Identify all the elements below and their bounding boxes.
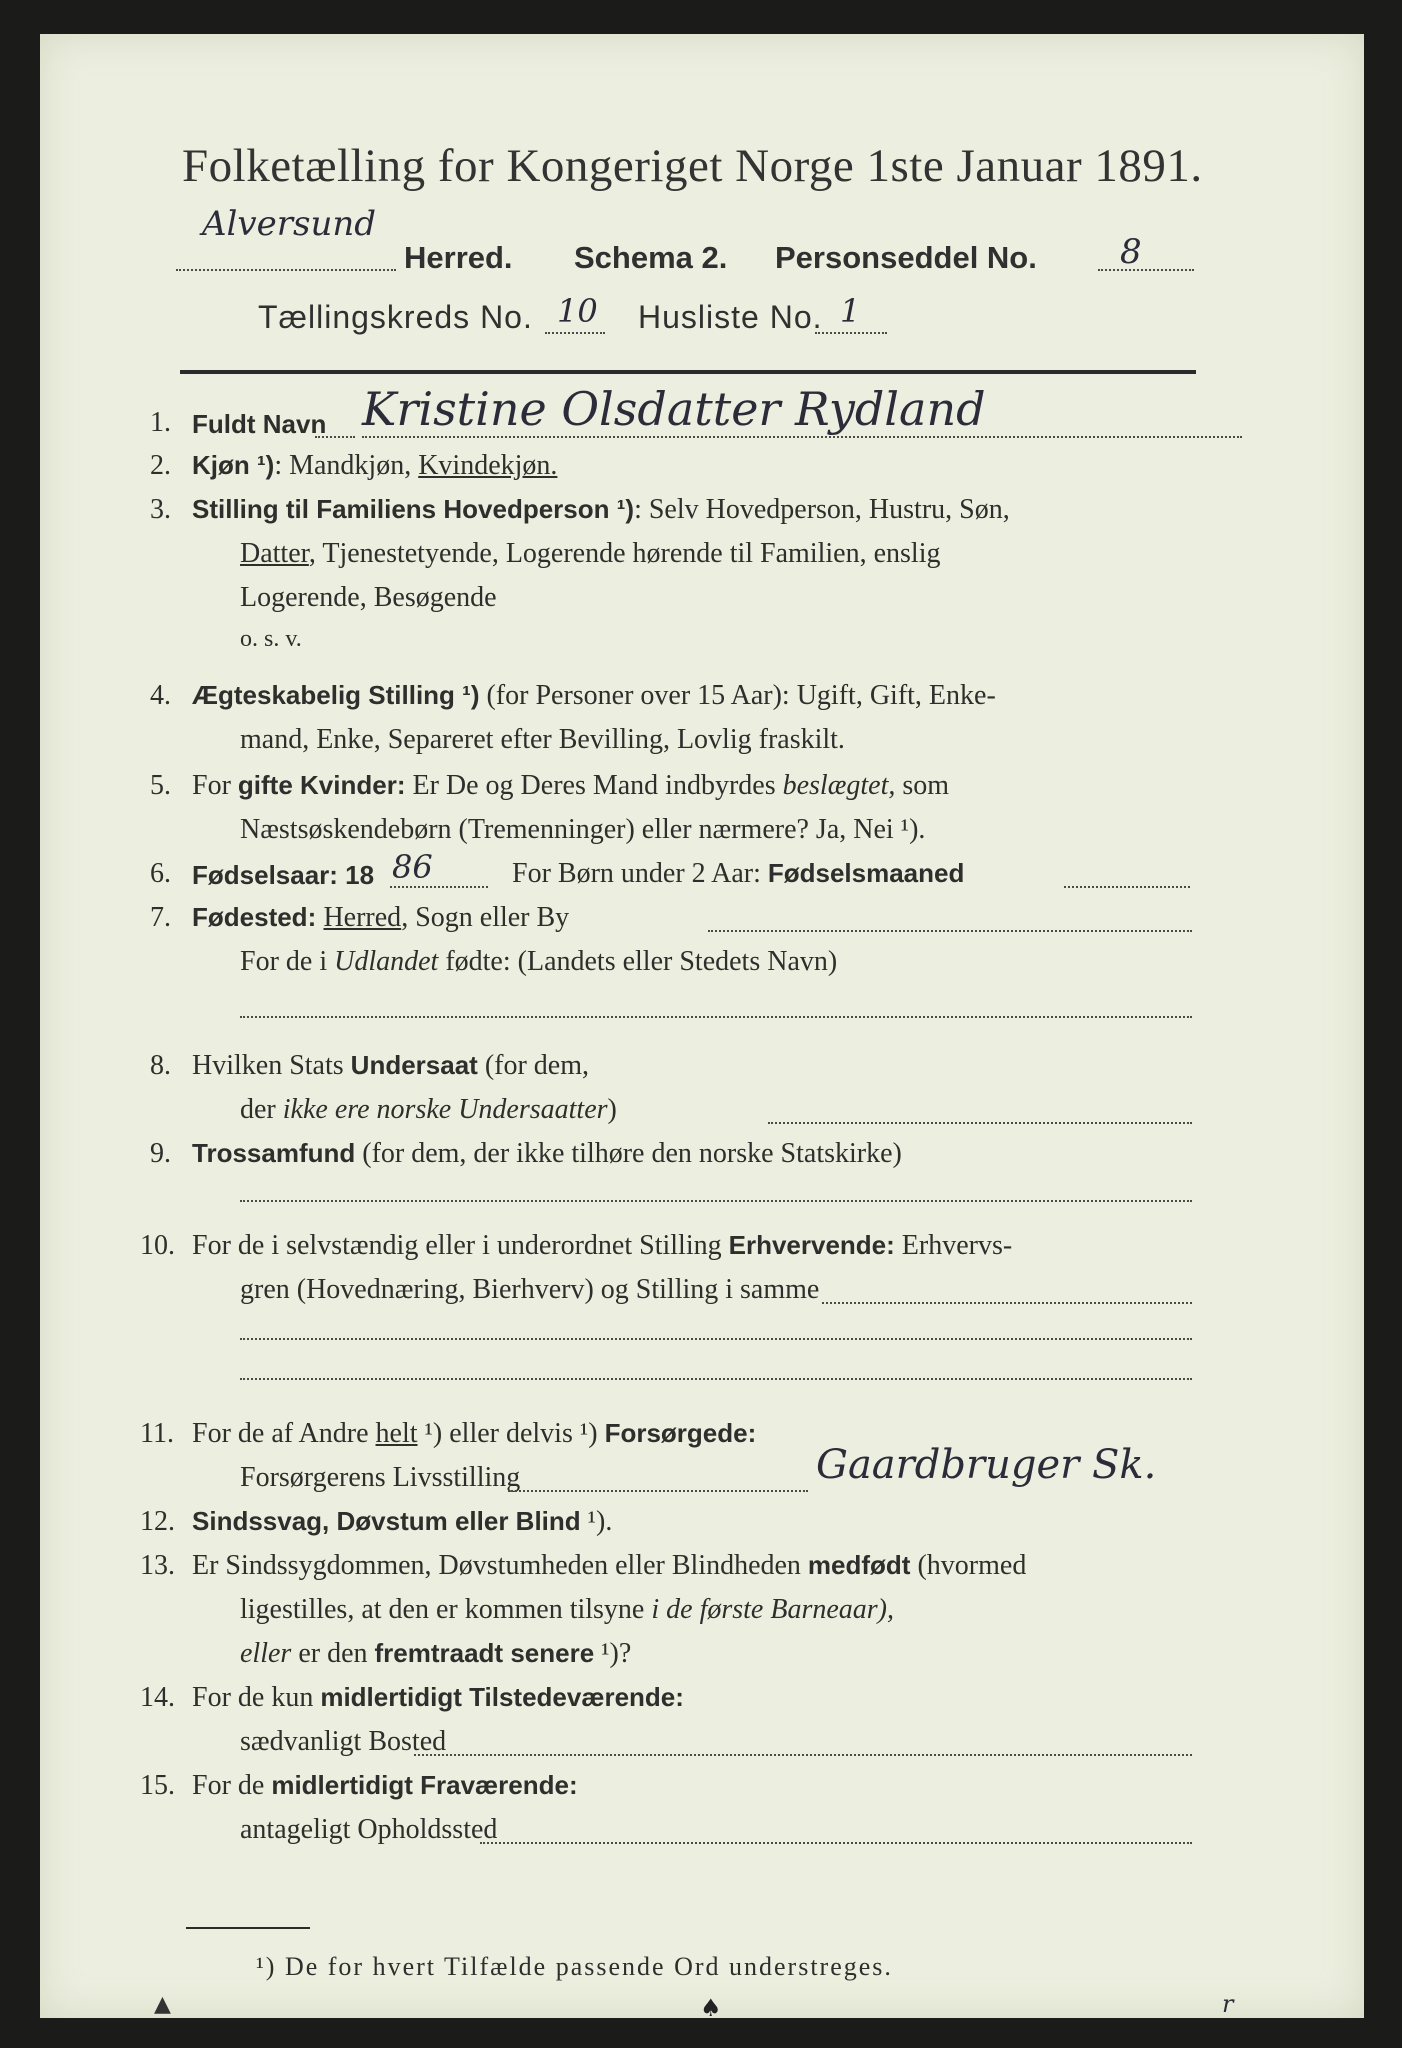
item-13-line3: eller er den fremtraadt senere ¹)? [240, 1638, 632, 1669]
item-7-number: 7. [150, 902, 171, 933]
item-9-line1: Trossamfund (for dem, der ikke tilhøre den norske Statskirke) [192, 1138, 902, 1169]
item-12-line1: Sindssvag, Døvstum eller Blind ¹). [192, 1506, 613, 1537]
item-5-line1: For gifte Kvinder: Er De og Deres Mand indbyrdes beslægtet, som [192, 770, 950, 801]
item-10-blank-line-1 [240, 1338, 1192, 1340]
item-6-text: For Børn under 2 Aar: Fødselsmaaned [512, 858, 965, 889]
item-4-line2: mand, Enke, Separeret efter Bevilling, Lovlig fraskilt. [240, 724, 845, 755]
item-15-line1: For de midlertidigt Fraværende: [192, 1770, 578, 1801]
husliste-label: Husliste No. [638, 299, 823, 335]
footnote-text: ¹) De for hvert Tilfælde passende Ord understreges. [256, 1952, 893, 1981]
item-9-number: 9. [150, 1138, 171, 1169]
item-6-dotline [390, 886, 488, 888]
item-11-dotline [508, 1490, 808, 1492]
personseddel-number: 8 [1120, 232, 1142, 272]
item-10-blank-line-2 [240, 1378, 1192, 1380]
item-5-line2: Næstsøskendebørn (Tremenninger) eller nærmere? Ja, Nei ¹). [240, 814, 926, 845]
item-14-dotline [414, 1754, 1192, 1756]
item-14-line1: For de kun midlertidigt Tilstedeværende: [192, 1682, 684, 1713]
item-1-underline [362, 436, 1242, 438]
item-11-number: 11. [140, 1418, 174, 1449]
bottom-mark-right-icon: r [1222, 1990, 1234, 2018]
form-title: Folketælling for Kongeriget Norge 1ste Januar 1891. [182, 140, 1203, 192]
personseddel-dotline [1098, 269, 1194, 271]
item-1-number: 1. [150, 407, 171, 438]
kreds-dotline [545, 332, 605, 334]
item-4-line1: Ægteskabelig Stilling ¹) (for Personer over 15 Aar): Ugift, Gift, Enke- [192, 680, 996, 711]
item-1-label: Fuldt Navn [192, 409, 327, 439]
item-13-number: 13. [140, 1550, 175, 1581]
item-6-dotline2 [1064, 886, 1190, 888]
item-3-line2: Datter, Tjenestetyende, Logerende hørende til Familien, enslig [240, 538, 941, 569]
item-14-number: 14. [140, 1682, 175, 1713]
item-3-line4: o. s. v. [240, 626, 302, 652]
herred-handwritten: Alversund [202, 204, 377, 244]
census-form-sheet [40, 34, 1364, 2022]
item-10-number: 10. [140, 1230, 175, 1261]
item-11-handwritten-occupation: Gaardbruger Sk. [816, 1442, 1157, 1488]
item-3-number: 3. [150, 494, 171, 525]
header-rule [180, 370, 1196, 374]
item-9-blank-line [240, 1200, 1192, 1202]
item-8-line1: Hvilken Stats Undersaat (for dem, [192, 1050, 590, 1081]
item-2-number: 2. [150, 450, 171, 481]
item-4-number: 4. [150, 680, 171, 711]
item-6-number: 6. [150, 858, 171, 889]
item-8-dotline [768, 1122, 1192, 1124]
item-10-dotline [822, 1302, 1192, 1304]
item-6-label: Fødselsaar: 18 [192, 860, 375, 890]
item-15-dotline [480, 1842, 1192, 1844]
item-8-number: 8. [150, 1050, 171, 1081]
taellingskreds-number: 10 [557, 292, 598, 330]
item-10-line2: gren (Hovednæring, Bierhverv) og Stilling i samme [240, 1274, 820, 1305]
item-12-number: 12. [140, 1506, 175, 1537]
item-14-line2: sædvanligt Bosted [240, 1726, 447, 1757]
husliste-number: 1 [840, 292, 861, 330]
item-1-handwritten-name: Kristine Olsdatter Rydland [362, 382, 986, 436]
item-5-number: 5. [150, 770, 171, 801]
item-10-line1: For de i selvstændig eller i underordnet Stilling Erhvervende: Erhvervs- [192, 1230, 1013, 1261]
bottom-mark-center-icon: ♠ [700, 1994, 722, 2022]
husliste-dotline [815, 332, 887, 334]
item-1-dotline [315, 436, 355, 438]
item-11-line2: Forsørgerens Livsstilling [240, 1462, 521, 1493]
item-7-line1: Fødested: Herred, Sogn eller By [192, 902, 570, 933]
item-7-blank-line [240, 1016, 1192, 1018]
bottom-mark-left-icon: ▲ [154, 1992, 171, 2017]
herred-dotline [176, 269, 396, 271]
item-15-line2: antageligt Opholdssted [240, 1814, 498, 1845]
schema-label: Schema 2. [574, 240, 728, 275]
item-15-number: 15. [140, 1770, 175, 1801]
footnote-rule [186, 1927, 310, 1929]
item-6-year-handwritten: 86 [392, 848, 433, 886]
item-13-line1: Er Sindssygdommen, Døvstumheden eller Blindheden medfødt (hvormed [192, 1550, 1027, 1581]
taellingskreds-label: Tællingskreds No. [258, 299, 533, 335]
item-3-line3: Logerende, Besøgende [240, 582, 497, 613]
item-8-line2: der ikke ere norske Undersaatter) [240, 1094, 617, 1125]
item-7-line2: For de i Udlandet fødte: (Landets eller Stedets Navn) [240, 946, 838, 977]
item-11-line1: For de af Andre helt ¹) eller delvis ¹) Forsørgede: [192, 1418, 757, 1449]
item-2-text: Kjøn ¹): Mandkjøn, Kvindekjøn. [192, 450, 558, 481]
item-7-dotline [708, 930, 1192, 932]
personseddel-label: Personseddel No. [775, 240, 1037, 275]
herred-label: Herred. [404, 240, 513, 275]
item-13-line2: ligestilles, at den er kommen tilsyne i de første Barneaar), [240, 1594, 894, 1625]
item-3-line1: Stilling til Familiens Hovedperson ¹): Selv Hovedperson, Hustru, Søn, [192, 494, 1010, 525]
